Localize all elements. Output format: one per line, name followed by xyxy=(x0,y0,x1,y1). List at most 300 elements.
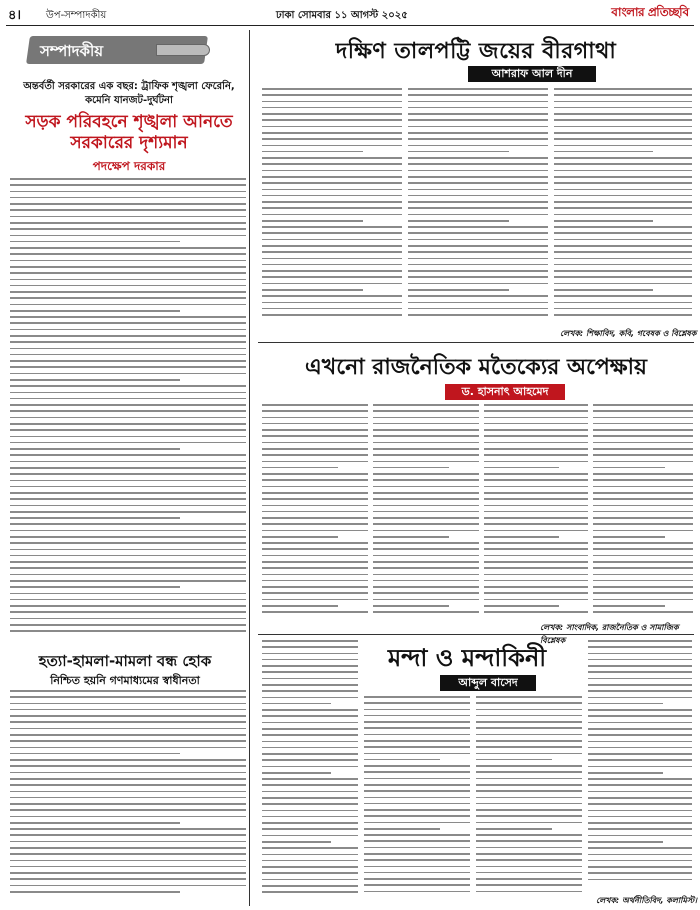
text-line xyxy=(593,461,693,463)
text-line xyxy=(476,709,582,711)
text-line xyxy=(373,517,479,519)
text-line xyxy=(484,423,588,425)
text-line xyxy=(10,721,246,723)
text-line xyxy=(588,715,692,717)
text-line xyxy=(408,107,548,109)
text-line xyxy=(554,170,692,172)
article2-col2 xyxy=(373,404,479,620)
text-line xyxy=(10,360,246,362)
text-line xyxy=(593,404,693,406)
text-line xyxy=(408,126,548,128)
text-line xyxy=(262,715,358,717)
text-line xyxy=(364,765,470,767)
text-line xyxy=(554,119,692,121)
text-line xyxy=(484,417,588,419)
text-line xyxy=(554,276,692,278)
text-line xyxy=(476,696,582,698)
text-line xyxy=(373,442,479,444)
text-line xyxy=(373,404,479,406)
text-line xyxy=(408,163,548,165)
text-line xyxy=(554,220,653,222)
text-line xyxy=(408,88,548,90)
text-line xyxy=(364,702,470,704)
text-line xyxy=(588,684,692,686)
text-line xyxy=(10,392,246,394)
text-line xyxy=(476,771,582,773)
text-line xyxy=(262,523,368,525)
text-line xyxy=(373,548,479,550)
text-line xyxy=(262,214,402,216)
text-line xyxy=(588,722,692,724)
text-line xyxy=(554,270,692,272)
text-line xyxy=(262,536,338,538)
text-line xyxy=(484,592,588,594)
text-line xyxy=(554,138,692,140)
text-line xyxy=(408,101,548,103)
text-line xyxy=(262,239,402,241)
text-line xyxy=(262,479,368,481)
text-line xyxy=(588,778,692,780)
text-line xyxy=(364,884,470,886)
text-line xyxy=(10,373,246,375)
text-line xyxy=(476,872,582,874)
text-line xyxy=(10,885,246,887)
text-line xyxy=(554,107,692,109)
text-line xyxy=(408,151,509,153)
text-line xyxy=(373,467,449,469)
text-line xyxy=(484,580,588,582)
text-line xyxy=(593,479,693,481)
article3-col1 xyxy=(262,640,358,902)
text-line xyxy=(408,283,548,285)
text-line xyxy=(262,879,358,881)
text-line xyxy=(373,599,479,601)
text-line xyxy=(10,715,246,717)
divider xyxy=(258,342,694,343)
text-line xyxy=(588,841,663,843)
text-line xyxy=(408,157,548,159)
text-line xyxy=(262,828,358,830)
text-line xyxy=(593,586,693,588)
text-line xyxy=(10,222,246,224)
text-line xyxy=(484,586,588,588)
text-line xyxy=(262,847,358,849)
text-line xyxy=(10,348,246,350)
text-line xyxy=(10,448,180,450)
text-line xyxy=(10,630,246,632)
text-line xyxy=(593,611,693,613)
text-line xyxy=(10,480,246,482)
text-line xyxy=(476,803,582,805)
page-header xyxy=(6,4,694,26)
text-line xyxy=(408,214,548,216)
text-line xyxy=(554,132,692,134)
text-line xyxy=(484,486,588,488)
text-line xyxy=(554,163,692,165)
text-line xyxy=(10,379,180,381)
text-line xyxy=(262,678,358,680)
text-line xyxy=(262,176,402,178)
text-line xyxy=(364,721,470,723)
text-line xyxy=(10,266,246,268)
text-line xyxy=(484,505,588,507)
divider xyxy=(258,634,694,635)
text-line xyxy=(408,220,509,222)
text-line xyxy=(10,611,246,613)
text-line xyxy=(593,523,693,525)
text-line xyxy=(484,605,559,607)
text-line xyxy=(10,536,246,538)
text-line xyxy=(476,715,582,717)
text-line xyxy=(10,530,246,532)
text-line xyxy=(262,151,363,153)
article1-headline: দক্ষিণ তালপট্টি জয়ের বীরগাথা xyxy=(335,39,617,64)
article3-credit: লেখক: অর্থনীতিবিদ, কলামিস্ট। xyxy=(596,896,698,905)
text-line xyxy=(408,302,548,304)
text-line xyxy=(484,523,588,525)
text-line xyxy=(373,473,479,475)
text-line xyxy=(408,314,548,316)
text-line xyxy=(364,803,470,805)
text-line xyxy=(588,709,692,711)
text-line xyxy=(484,611,588,613)
text-line xyxy=(588,791,692,793)
dateline: ঢাকা সোমবার ১১ আগস্ট ২০২৫ xyxy=(276,10,408,21)
text-line xyxy=(10,498,246,500)
text-line xyxy=(373,486,479,488)
text-line xyxy=(588,753,692,755)
text-line xyxy=(484,448,588,450)
text-line xyxy=(408,295,548,297)
text-line xyxy=(262,454,368,456)
text-line xyxy=(262,891,358,893)
text-line xyxy=(554,289,653,291)
text-line xyxy=(593,429,693,431)
text-line xyxy=(262,586,368,588)
article2-col3 xyxy=(484,404,588,620)
text-line xyxy=(554,258,692,260)
text-line xyxy=(593,442,693,444)
text-line xyxy=(593,454,693,456)
text-line xyxy=(484,492,588,494)
text-line xyxy=(408,195,548,197)
text-line xyxy=(593,505,693,507)
text-line xyxy=(373,530,479,532)
text-line xyxy=(262,163,402,165)
text-line xyxy=(588,866,692,868)
text-line xyxy=(593,580,693,582)
text-line xyxy=(408,258,548,260)
text-line xyxy=(10,703,246,705)
text-line xyxy=(588,741,692,743)
text-line xyxy=(484,429,588,431)
text-line xyxy=(262,429,368,431)
text-line xyxy=(554,245,692,247)
text-line xyxy=(593,548,693,550)
text-line xyxy=(10,385,246,387)
article3-col2 xyxy=(364,696,470,902)
text-line xyxy=(262,220,363,222)
text-line xyxy=(10,690,246,692)
text-line xyxy=(373,492,479,494)
text-line xyxy=(364,784,470,786)
text-line xyxy=(262,195,402,197)
text-line xyxy=(588,653,692,655)
text-line xyxy=(262,182,402,184)
text-line xyxy=(364,840,470,842)
text-line xyxy=(10,228,246,230)
text-line xyxy=(476,765,582,767)
text-line xyxy=(593,530,693,532)
text-line xyxy=(262,448,368,450)
text-line xyxy=(364,746,470,748)
text-line xyxy=(373,505,479,507)
page-number: ৪। xyxy=(8,8,22,23)
text-line xyxy=(10,555,246,557)
article1-col2 xyxy=(408,88,548,324)
text-line xyxy=(408,251,548,253)
text-line xyxy=(588,640,692,642)
text-line xyxy=(10,511,246,513)
text-line xyxy=(10,542,246,544)
text-line xyxy=(262,599,368,601)
text-line xyxy=(262,251,402,253)
text-line xyxy=(554,251,692,253)
text-line xyxy=(476,797,582,799)
text-line xyxy=(484,548,588,550)
text-line xyxy=(484,442,588,444)
text-line xyxy=(476,815,582,817)
text-line xyxy=(262,442,368,444)
text-line xyxy=(408,239,548,241)
text-line xyxy=(554,214,692,216)
text-line xyxy=(408,201,548,203)
text-line xyxy=(10,734,246,736)
text-line xyxy=(588,803,692,805)
text-line xyxy=(408,182,548,184)
text-line xyxy=(484,567,588,569)
text-line xyxy=(262,567,368,569)
pen-icon xyxy=(156,44,210,56)
text-line xyxy=(484,599,588,601)
text-line xyxy=(588,659,692,661)
text-line xyxy=(10,828,246,830)
text-line xyxy=(373,580,479,582)
text-line xyxy=(262,308,402,310)
text-line xyxy=(588,690,692,692)
text-line xyxy=(588,697,692,699)
text-line xyxy=(262,119,402,121)
text-line xyxy=(554,94,692,96)
text-line xyxy=(554,151,653,153)
text-line xyxy=(262,741,358,743)
text-line xyxy=(10,436,246,438)
text-line xyxy=(262,722,358,724)
text-line xyxy=(373,586,479,588)
text-line xyxy=(593,492,693,494)
text-line xyxy=(484,461,588,463)
text-line xyxy=(593,599,693,601)
text-line xyxy=(262,232,402,234)
text-line xyxy=(262,505,368,507)
text-line xyxy=(262,542,368,544)
text-line xyxy=(10,442,246,444)
text-line xyxy=(364,872,470,874)
text-line xyxy=(476,828,552,830)
text-line xyxy=(10,772,246,774)
text-line xyxy=(373,592,479,594)
text-line xyxy=(373,417,479,419)
text-line xyxy=(262,548,368,550)
text-line xyxy=(262,816,358,818)
text-line xyxy=(10,618,246,620)
text-line xyxy=(588,747,692,749)
text-line xyxy=(554,283,692,285)
text-line xyxy=(408,170,548,172)
text-line xyxy=(262,461,368,463)
text-line xyxy=(10,461,246,463)
text-line xyxy=(408,113,548,115)
text-line xyxy=(262,189,402,191)
text-line xyxy=(373,448,479,450)
text-line xyxy=(262,561,368,563)
text-line xyxy=(588,797,692,799)
text-line xyxy=(262,511,368,513)
text-line xyxy=(364,790,470,792)
text-line xyxy=(262,703,331,705)
text-line xyxy=(364,853,470,855)
text-line xyxy=(364,815,470,817)
text-line xyxy=(364,822,470,824)
text-line xyxy=(262,778,358,780)
text-line xyxy=(364,797,470,799)
text-line xyxy=(588,766,692,768)
text-line xyxy=(476,778,582,780)
text-line xyxy=(262,866,358,868)
text-line xyxy=(554,182,692,184)
text-line xyxy=(10,197,246,199)
text-line xyxy=(554,113,692,115)
text-line xyxy=(476,878,582,880)
text-line xyxy=(10,765,246,767)
banner-title: সম্পাদকীয় xyxy=(40,42,104,60)
text-line xyxy=(10,834,246,836)
text-line xyxy=(588,822,692,824)
text-line xyxy=(476,847,582,849)
text-line xyxy=(476,822,582,824)
text-line xyxy=(10,279,246,281)
text-line xyxy=(10,803,246,805)
text-line xyxy=(262,201,402,203)
text-line xyxy=(10,759,246,761)
text-line xyxy=(10,341,246,343)
text-line xyxy=(593,498,693,500)
text-line xyxy=(262,747,358,749)
text-line xyxy=(262,207,402,209)
text-line xyxy=(262,665,358,667)
text-line xyxy=(10,216,246,218)
text-line xyxy=(554,176,692,178)
text-line xyxy=(10,728,246,730)
article1-col1 xyxy=(262,88,402,324)
text-line xyxy=(262,646,358,648)
text-line xyxy=(408,264,548,266)
editorial-subhead: পদক্ষেপ দরকার xyxy=(92,159,166,173)
text-line xyxy=(408,308,548,310)
text-line xyxy=(10,235,246,237)
text-line xyxy=(10,209,246,211)
masthead-logo xyxy=(608,4,692,24)
text-line xyxy=(554,145,692,147)
text-line xyxy=(364,847,470,849)
text-line xyxy=(476,884,582,886)
text-line xyxy=(588,872,692,874)
text-line xyxy=(476,759,552,761)
text-line xyxy=(10,492,246,494)
text-line xyxy=(10,486,246,488)
text-line xyxy=(484,542,588,544)
text-line xyxy=(10,561,246,563)
text-line xyxy=(484,555,588,557)
text-line xyxy=(588,835,692,837)
text-line xyxy=(408,119,548,121)
text-line xyxy=(588,728,692,730)
text-line xyxy=(593,592,693,594)
text-line xyxy=(10,797,246,799)
text-line xyxy=(10,809,246,811)
text-line xyxy=(373,555,479,557)
text-line xyxy=(262,467,338,469)
text-line xyxy=(484,479,588,481)
text-line xyxy=(408,138,548,140)
text-line xyxy=(476,784,582,786)
text-line xyxy=(373,561,479,563)
text-line xyxy=(10,866,246,868)
text-line xyxy=(554,308,692,310)
text-line xyxy=(10,872,246,874)
text-line xyxy=(593,561,693,563)
text-line xyxy=(262,697,358,699)
text-line xyxy=(593,567,693,569)
text-line xyxy=(364,859,470,861)
text-line xyxy=(588,703,663,705)
text-line xyxy=(10,505,246,507)
text-line xyxy=(10,329,246,331)
text-line xyxy=(476,740,582,742)
article2-credit: লেখক: সাংবাদিক, রাজনৈতিক ও সামাজিক বিশ্লেষক xyxy=(540,623,679,645)
text-line xyxy=(593,410,693,412)
text-line xyxy=(262,803,358,805)
text-line xyxy=(10,853,246,855)
text-line xyxy=(476,790,582,792)
text-line xyxy=(593,536,665,538)
text-line xyxy=(262,797,358,799)
text-line xyxy=(593,555,693,557)
text-line xyxy=(364,828,440,830)
text-line xyxy=(10,184,246,186)
text-line xyxy=(373,511,479,513)
text-line xyxy=(262,88,402,90)
text-line xyxy=(593,417,693,419)
text-line xyxy=(408,226,548,228)
text-line xyxy=(10,316,246,318)
text-line xyxy=(262,734,358,736)
text-line xyxy=(10,791,246,793)
text-line xyxy=(262,289,363,291)
text-line xyxy=(554,295,692,297)
text-line xyxy=(476,891,582,893)
text-line xyxy=(10,423,246,425)
